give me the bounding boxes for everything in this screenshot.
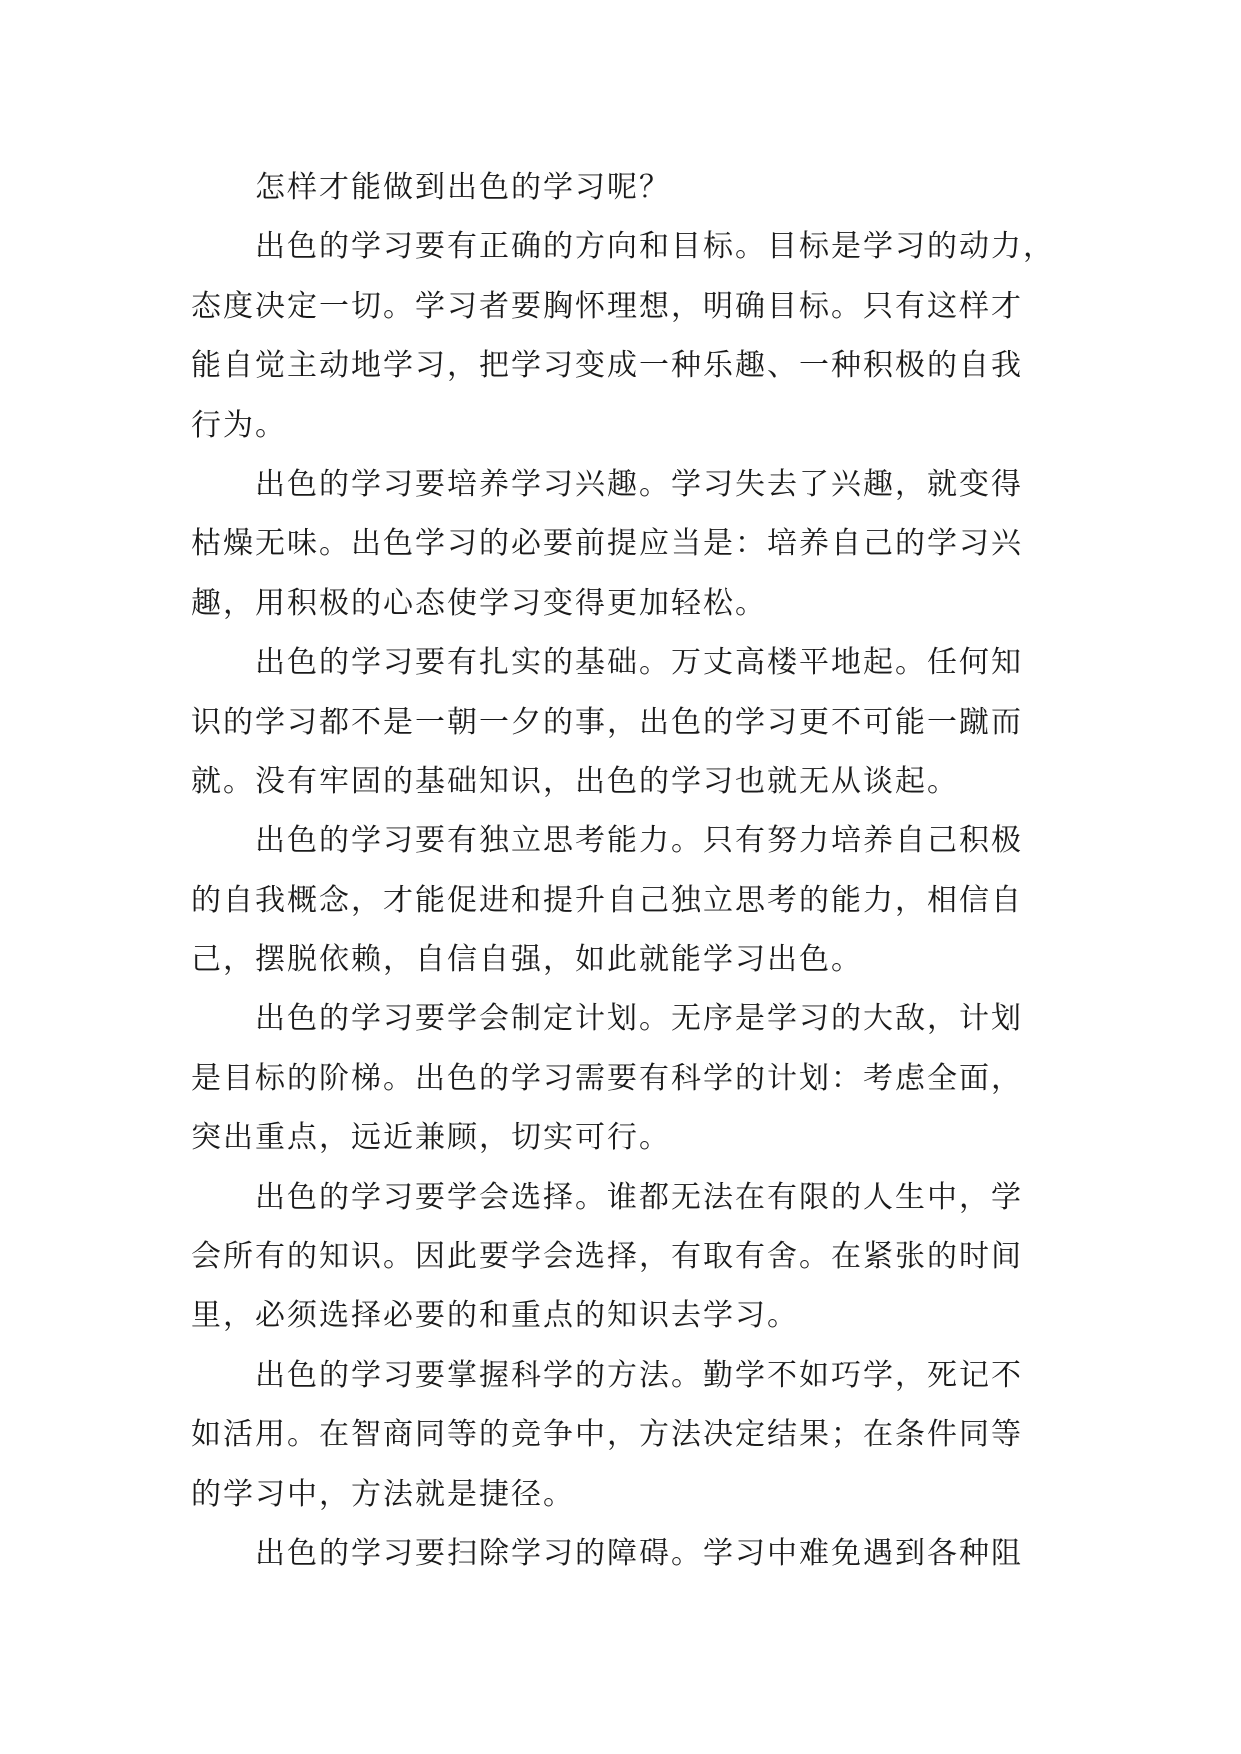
paragraph-first-line: 出色的学习要学会制定计划。无序是学习的大敌，计划: [255, 1001, 1023, 1037]
paragraph-line: 识的学习都不是一朝一夕的事，出色的学习更不可能一蹴而: [191, 704, 1023, 740]
paragraph-line: 能自觉主动地学习，把学习变成一种乐趣、一种积极的自我: [191, 348, 1023, 384]
paragraph-line: 突出重点，远近兼顾，切实可行。: [191, 1120, 671, 1156]
paragraph-line: 会所有的知识。因此要学会选择，有取有舍。在紧张的时间: [191, 1239, 1023, 1275]
paragraph-line: 趣，用积极的心态使学习变得更加轻松。: [191, 585, 767, 621]
paragraph-line: 就。没有牢固的基础知识，出色的学习也就无从谈起。: [191, 763, 959, 799]
paragraph-line: 的学习中，方法就是捷径。: [191, 1476, 575, 1512]
paragraph-line: 枯燥无味。出色学习的必要前提应当是：培养自己的学习兴: [191, 526, 1023, 562]
paragraph-first-line: 出色的学习要有扎实的基础。万丈高楼平地起。任何知: [255, 645, 1023, 681]
paragraph-line: 态度决定一切。学习者要胸怀理想，明确目标。只有这样才: [191, 288, 1023, 324]
paragraph-first-line: 出色的学习要学会选择。谁都无法在有限的人生中，学: [255, 1179, 1023, 1215]
paragraph-line: 如活用。在智商同等的竞争中，方法决定结果；在条件同等: [191, 1417, 1023, 1453]
document-body: [191, 158, 1071, 1583]
paragraph-line: 里，必须选择必要的和重点的知识去学习。: [191, 1298, 799, 1334]
paragraph-line: 己，摆脱依赖，自信自强，如此就能学习出色。: [191, 942, 863, 978]
paragraph-first-line: 出色的学习要扫除学习的障碍。学习中难免遇到各种阻: [255, 1535, 1023, 1571]
paragraph-first-line: 出色的学习要掌握科学的方法。勤学不如巧学，死记不: [255, 1357, 1023, 1393]
paragraph-line: 是目标的阶梯。出色的学习需要有科学的计划：考虑全面，: [191, 1060, 1023, 1096]
paragraph-first-line: 出色的学习要有正确的方向和目标。目标是学习的动力，: [255, 229, 1055, 265]
paragraph-line: 行为。: [191, 407, 287, 443]
paragraph-first-line: 怎样才能做到出色的学习呢？: [255, 170, 671, 205]
paragraph-first-line: 出色的学习要培养学习兴趣。学习失去了兴趣，就变得: [255, 466, 1023, 502]
paragraph-first-line: 出色的学习要有独立思考能力。只有努力培养自己积极: [255, 823, 1023, 859]
paragraph-line: 的自我概念，才能促进和提升自己独立思考的能力，相信自: [191, 882, 1023, 918]
